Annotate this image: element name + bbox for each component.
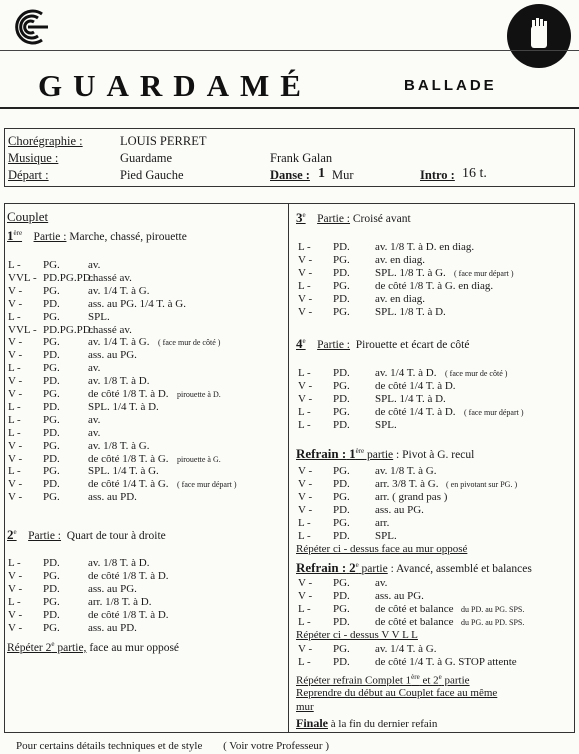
- step-description: av. 1/4 T. à G.: [375, 643, 437, 655]
- step-count: L -: [8, 413, 21, 426]
- step-description: SPL.: [88, 310, 110, 323]
- step-description: av.: [88, 362, 101, 375]
- step-count: L -: [298, 655, 311, 668]
- step-description: de côté et balance: [375, 615, 454, 628]
- step-foot: PG.: [333, 602, 350, 615]
- step-note: du PD. au PG. SPS.: [461, 604, 525, 614]
- step-foot: PG.: [43, 413, 60, 426]
- finale-line: Finale à la fin du dernier refain: [296, 716, 438, 730]
- step-foot: PG.: [43, 595, 60, 608]
- p3-heading: 3e Partie : Croisé avant: [296, 210, 411, 225]
- step-foot: PG.: [333, 577, 350, 589]
- r2-heading: Refrain : 2e partie : Avancé, assemblé et balances: [296, 560, 532, 575]
- step-description: arr. 1/8 T. à D.: [88, 595, 152, 608]
- step-description: SPL. 1/4 T. à G.: [88, 465, 159, 478]
- step-foot: PD.: [333, 477, 350, 490]
- step-description: ass. au PG.: [88, 582, 137, 595]
- step-count: L -: [8, 557, 21, 569]
- step-foot: PG.: [43, 621, 60, 634]
- step-foot: PD.: [43, 349, 60, 362]
- r2-repeat: Répéter ci - dessus V V L L: [296, 629, 418, 641]
- step-note: ( face mur départ ): [177, 480, 237, 490]
- step-description: av. en diag.: [375, 292, 425, 305]
- step-description: de côté 1/8 T. à G. en diag.: [375, 279, 494, 292]
- depart-label: Départ :: [8, 168, 49, 182]
- step-description: av. 1/8 T. à G.: [88, 439, 150, 452]
- r1-repeat: Répéter ci - dessus face au mur opposé: [296, 543, 468, 555]
- step-description: av.: [88, 426, 101, 439]
- step-description: SPL.: [375, 418, 397, 431]
- step-foot: PG.: [43, 465, 60, 478]
- intro-label: Intro :: [420, 168, 455, 182]
- step-description: chassé av.: [88, 323, 132, 336]
- step-description: av. 1/4 T. à D.: [375, 367, 437, 379]
- step-count: V -: [8, 452, 23, 465]
- step-description: ass. au PG.: [375, 589, 424, 602]
- step-foot: PD.: [333, 367, 350, 379]
- step-foot: PG.: [43, 491, 60, 504]
- step-count: L -: [8, 259, 21, 271]
- step-count: VVL -: [8, 271, 37, 284]
- step-count: L -: [8, 400, 21, 413]
- step-note: ( face mur départ ): [454, 268, 514, 278]
- step-count: V -: [8, 439, 23, 452]
- step-description: av. en diag.: [375, 253, 425, 266]
- step-description: ass. au PG.: [88, 349, 137, 362]
- step-foot: PG.: [333, 279, 350, 292]
- step-foot: PG.: [43, 569, 60, 582]
- step-foot: PG.: [43, 439, 60, 452]
- step-foot: PD.: [333, 266, 350, 279]
- step-foot: PD.: [333, 392, 350, 405]
- step-foot: PD.: [333, 292, 350, 305]
- danse-unit: Mur: [332, 168, 354, 182]
- step-description: av.: [88, 413, 101, 426]
- step-foot: PD.: [43, 478, 60, 491]
- step-count: V -: [8, 582, 23, 595]
- p1-heading: 1ère Partie : Marche, chassé, pirouette: [7, 228, 187, 243]
- step-foot: PD.: [43, 375, 60, 388]
- step-description: av.: [88, 259, 101, 271]
- step-description: av.: [375, 577, 388, 589]
- step-count: V -: [298, 465, 313, 477]
- step-count: L -: [298, 418, 311, 431]
- step-foot: PD.: [43, 582, 60, 595]
- step-count: V -: [8, 336, 23, 349]
- step-count: V -: [298, 577, 313, 589]
- step-description: de côté 1/8 T. à D.: [88, 388, 169, 400]
- step-description: av. 1/8 T. à D.: [88, 375, 150, 388]
- step-foot: PG.: [333, 379, 350, 392]
- artist-value: Frank Galan: [270, 151, 333, 165]
- danse-amitie-quebec-logo-icon: [505, 2, 573, 70]
- choreo-value: LOUIS PERRET: [120, 134, 207, 148]
- step-count: V -: [8, 388, 23, 400]
- step-count: L -: [298, 615, 311, 628]
- step-foot: PG.: [43, 336, 60, 349]
- step-description: SPL. 1/8 T. à G.: [375, 266, 446, 279]
- step-foot: PG.: [333, 516, 350, 529]
- step-description: av. 1/4 T. à G.: [88, 284, 150, 297]
- step-count: L -: [8, 426, 21, 439]
- step-foot: PD.: [43, 452, 60, 465]
- step-description: de côté 1/4 T. à D.: [375, 405, 456, 418]
- step-description: av. 1/4 T. à G.: [88, 336, 150, 349]
- step-count: V -: [298, 305, 313, 318]
- step-foot: PD.: [43, 557, 60, 569]
- step-foot: PG.: [333, 253, 350, 266]
- step-foot: PD.: [333, 418, 350, 431]
- step-note: ( face mur de côté ): [158, 338, 221, 348]
- step-count: L -: [298, 602, 311, 615]
- step-foot: PD.: [43, 400, 60, 413]
- step-description: ass. au PG. 1/4 T. à G.: [88, 297, 186, 310]
- step-foot: PD.: [333, 655, 350, 668]
- step-foot: PD.: [333, 503, 350, 516]
- step-foot: PD.: [333, 529, 350, 542]
- step-note: ( en pivotant sur PG. ): [446, 479, 518, 489]
- step-note: pirouette à D.: [177, 390, 221, 399]
- step-description: arr. ( grand pas ): [375, 490, 448, 503]
- step-count: V -: [298, 503, 313, 516]
- p4-heading: 4e Partie : Pirouette et écart de côté: [296, 336, 470, 351]
- step-count: V -: [298, 490, 313, 503]
- club-logo-icon: [8, 6, 50, 48]
- step-description: SPL. 1/4 T. à D.: [88, 400, 159, 413]
- step-foot: PG.: [333, 305, 350, 318]
- step-foot: PD.: [43, 297, 60, 310]
- final-restart: Reprendre du début au Couplet face au même: [296, 687, 498, 699]
- music-label: Musique :: [8, 151, 59, 165]
- choreo-label: Chorégraphie :: [8, 134, 83, 148]
- step-count: V -: [8, 608, 23, 621]
- step-count: V -: [298, 379, 313, 392]
- step-foot: PG.: [333, 490, 350, 503]
- danse-value: 1: [318, 166, 325, 181]
- step-count: L -: [298, 529, 311, 542]
- intro-value: 16 t.: [462, 166, 487, 181]
- couplet-heading: Couplet: [7, 209, 49, 224]
- step-count: L -: [8, 465, 21, 478]
- step-description: SPL. 1/4 T. à D.: [375, 392, 446, 405]
- p2-heading: 2e Partie : Quart de tour à droite: [7, 527, 166, 542]
- danse-label: Danse :: [270, 168, 310, 182]
- step-note: pirouette à G.: [177, 454, 221, 464]
- step-foot: PD.PG.PD.: [43, 323, 94, 336]
- step-count: V -: [298, 253, 313, 266]
- step-description: de côté et balance: [375, 602, 454, 615]
- step-description: arr. 3/8 T. à G.: [375, 477, 439, 490]
- step-count: V -: [8, 375, 23, 388]
- music-value: Guardame: [120, 151, 173, 165]
- step-count: V -: [8, 284, 23, 297]
- step-count: V -: [8, 478, 23, 491]
- step-count: L -: [8, 362, 21, 375]
- dance-subtitle: BALLADE: [404, 77, 497, 94]
- step-description: ass. au PD.: [88, 491, 137, 504]
- step-count: V -: [8, 349, 23, 362]
- title-rule: [0, 107, 579, 109]
- r1-heading: Refrain : 1ère partie : Pivot à G. recul: [296, 446, 475, 461]
- step-foot: PD.: [333, 241, 350, 253]
- step-description: de côté 1/4 T. à G.: [88, 478, 169, 491]
- step-count: V -: [8, 569, 23, 582]
- step-foot: PD.: [43, 426, 60, 439]
- step-description: de côté 1/8 T. à G.: [88, 452, 169, 465]
- step-count: L -: [8, 310, 21, 323]
- step-count: V -: [298, 266, 313, 279]
- step-foot: PD.: [333, 589, 350, 602]
- step-count: L -: [298, 241, 311, 253]
- step-description: av. 1/8 T. à G.: [375, 465, 437, 477]
- final-repeat-refrain: Répéter refrain Complet 1ère et 2e partie: [296, 673, 470, 687]
- step-foot: PG.: [43, 284, 60, 297]
- step-description: chassé av.: [88, 271, 132, 284]
- step-description: ass. au PG.: [375, 503, 424, 516]
- final-restart-cont: mur: [296, 701, 314, 713]
- step-foot: PG.: [43, 388, 60, 400]
- step-count: V -: [8, 491, 23, 504]
- step-count: L -: [298, 367, 311, 379]
- step-description: SPL. 1/8 T. à D.: [375, 305, 446, 318]
- step-note: du PG. au PD. SPS.: [461, 617, 525, 627]
- step-note: ( face mur de côté ): [445, 369, 508, 378]
- step-description: de côté 1/4 T. à D.: [375, 379, 456, 392]
- step-description: arr.: [375, 516, 390, 529]
- step-count: V -: [8, 297, 23, 310]
- step-foot: PG.: [43, 259, 60, 271]
- depart-value: Pied Gauche: [120, 168, 184, 182]
- step-foot: PG.: [43, 310, 60, 323]
- step-description: de côté 1/4 T. à G. STOP attente: [375, 655, 517, 668]
- p2-repeat: Répéter 2e partie, face au mur opposé: [7, 640, 180, 654]
- step-count: V -: [298, 477, 313, 490]
- step-count: L -: [298, 516, 311, 529]
- dance-title: GUARDAMÉ: [38, 68, 312, 103]
- step-description: de côté 1/8 T. à D.: [88, 569, 169, 582]
- step-foot: PD.PG.PD.: [43, 271, 94, 284]
- top-rule: [0, 50, 579, 51]
- step-foot: PD.: [333, 615, 350, 628]
- step-foot: PG.: [43, 362, 60, 375]
- step-note: ( face mur départ ): [464, 407, 524, 417]
- step-count: L -: [298, 405, 311, 418]
- step-count: V -: [8, 621, 23, 634]
- step-count: V -: [298, 589, 313, 602]
- step-count: L -: [8, 595, 21, 608]
- step-description: SPL.: [375, 529, 397, 542]
- step-description: av. 1/8 T. à D.: [88, 557, 150, 569]
- step-description: de côté 1/8 T. à D.: [88, 608, 169, 621]
- column-divider: [288, 203, 289, 733]
- step-count: V -: [298, 392, 313, 405]
- step-count: V -: [298, 643, 313, 655]
- footer-note: Pour certains détails techniques et de style ( Voir votre Professeur ): [16, 740, 330, 752]
- step-foot: PG.: [333, 405, 350, 418]
- step-foot: PG.: [333, 465, 350, 477]
- step-description: av. 1/8 T. à D. en diag.: [375, 241, 475, 253]
- step-count: L -: [298, 279, 311, 292]
- step-foot: PG.: [333, 643, 350, 655]
- step-foot: PD.: [43, 608, 60, 621]
- step-description: ass. au PD.: [88, 621, 137, 634]
- step-count: V -: [298, 292, 313, 305]
- step-count: VVL -: [8, 323, 37, 336]
